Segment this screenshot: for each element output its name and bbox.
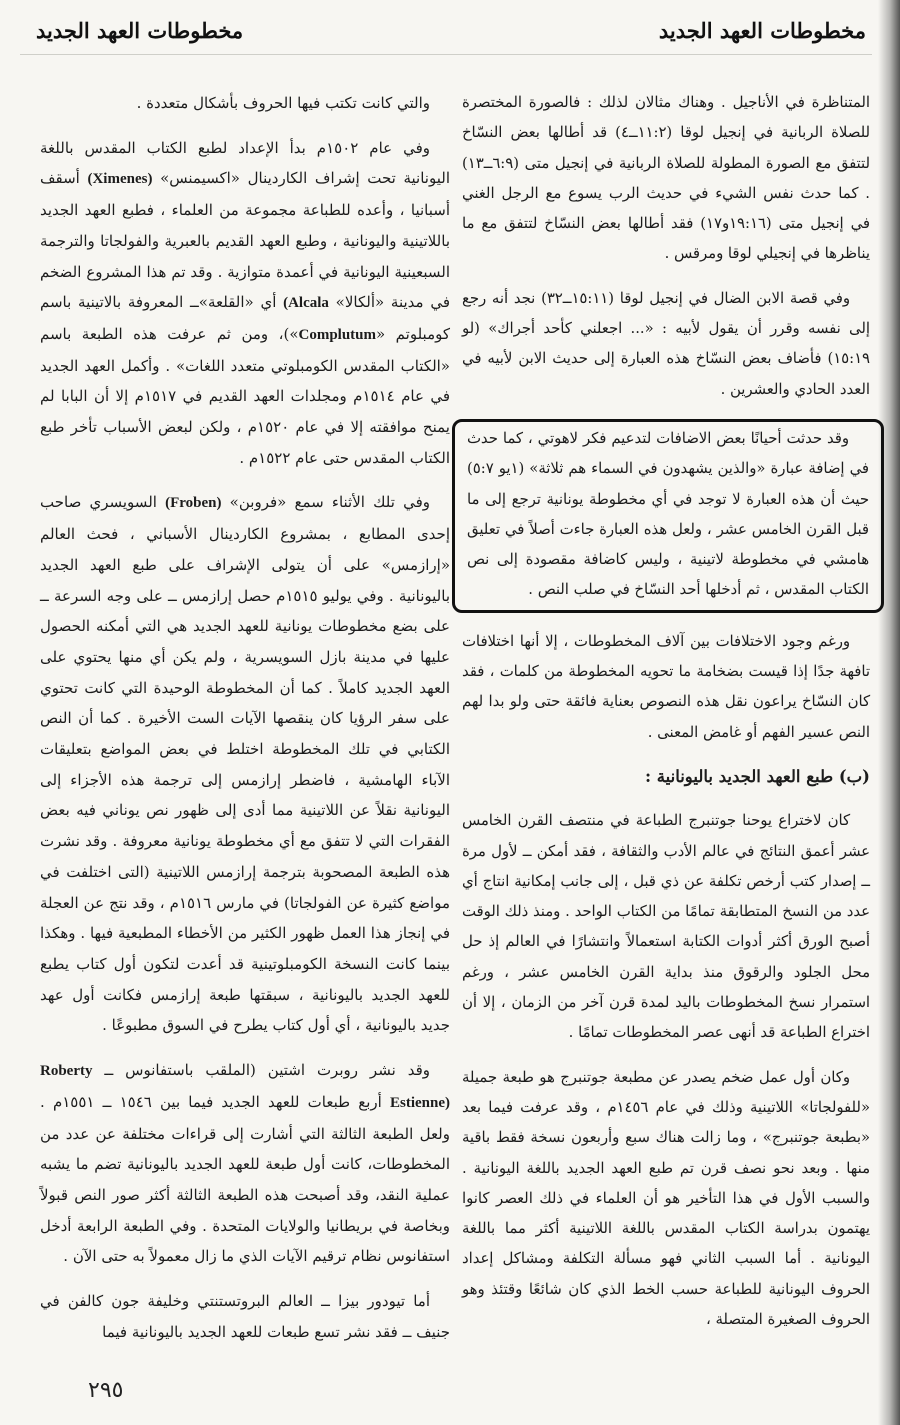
paragraph: والتي كانت تكتب فيها الحروف بأشكال متعددة . — [136, 94, 430, 112]
highlight-box — [452, 419, 884, 613]
latin-term: (Ximenes) — [87, 171, 153, 188]
text-run: أسقف أسبانيا ، وأعده للطباعة مجموعة من العلماء ، فطبع العهد الجديد باللاتينية واليونانية ، وطبع العهد القديم بالعبرية والفولجاتا والترجمة السبعينية اليونانية في أعمدة متوازية . وقد تم هذا المشروع الضخم في مدينة «ألكالا» — [40, 169, 450, 312]
right-column — [462, 88, 870, 1349]
latin-term: Roberty Estienne) — [40, 1063, 450, 1111]
latin-term: Complutum — [298, 326, 377, 343]
text-run: أي «القلعة»ــ المعروفة بالاتينية باسم كومبلوتم « — [40, 293, 450, 343]
text-run: السويسري صاحب إحدى المطابع ، بمشروع الكاردينال الأسباني ، فحث العالم «إرازمس» على أن يتولى الإشراف على طبع العهد الجديد باليونانية . وفي يوليو ١٥١٥م حصل إرازمس ــ على وجه السرعة ــ على بضع مخطوطات يونانية للعهد الجديد هي التي أمكنه الحصول عليها في مدينة بازل السويسرية ، ولم يكن أي منها يحتوي على العهد الجديد كاملاً . كما أن المخطوطة الوحيدة التي كانت تحتوي على سفر الرؤيا كان ينقصها الآيات الست الأخيرة . كما أن النص الكتابي في تلك المخطوطة اختلط في بعض المواضع بتعليقات الآباء الهامشية ، فاضطر إرازمس إلى ترجمة هذه الأجزاء إلى اليونانية نقلاً عن اللاتينية مما أدى إلى ظهور نص يوناني فيه بعض الفقرات التي لا تتفق مع أي مخطوطة يونانية معروفة . وقد نشرت هذه الطبعة المصحوبة بترجمة إرازمس اللاتينية (التى اختلفت في مواضع كثيرة عن الفولجاتا) في مارس ١٥١٦م ، وقد نتج عن العجلة في إنجاز هذا العمل ظهور الكثير من الأخطاء المطبعية فيها . وهكذا بينما كانت النسخة الكومبلوتينية قد أعدت لتكون أول كتاب يطبع للعهد الجديد باليونانية ، سبقتها طبعة إرازمس فكانت أول عهد جديد باليونانية ، أي أول كتاب يطرح في السوق مطبوعًا . — [40, 493, 450, 1035]
left-column — [40, 88, 450, 1361]
header-rule — [20, 54, 872, 55]
running-head-right: مخطوطات العهد الجديد — [658, 18, 866, 43]
paragraph: وفي قصة الابن الضال في إنجيل لوقا (١٥:١١ــ٣٢) نجد أنه رجع إلى نفسه وقرر أن يقول لأبيه : «... اجعلني كأحد أجراك» (لو ١٥:١٩) فأضاف بعض النسّاخ هذه العبارة إلى حديث الابن لأبيه في العدد الحادي والعشرين . — [462, 289, 870, 398]
text-run: وفي عام ١٥٠٢م بدأ الإعداد لطبع الكتاب المقدس باللغة اليونانية تحت إشراف الكاردينال «اكسيمنس» — [40, 138, 450, 188]
paragraph: كان لاختراع يوحنا جوتنبرج الطباعة في منتصف القرن الخامس عشر أعمق النتائج في عالم الأدب والثقافة ، فقد أمكن ــ لأول مرة ــ إصدار كتب أرخص تكلفة عن ذي قبل ، إلى جانب إمكانية انتاج أي عدد من النسخ المتطابقة تمامًا من الكتاب الواحد . ومنذ ذلك الوقت أصبح الورق أكثر أدوات الكتابة استعمالاً وانتشارًا في العالم إذ حل محل الجلود والرقوق منذ بداية القرن الخامس عشر ، ورغم استمرار نسخ المخطوطات باليد لمدة قرن آخر من الزمان ، إلا أن اختراع الطباعة قد أنهى عصر المخطوطات تمامًا . — [462, 812, 870, 1042]
section-heading: (ب) طبع العهد الجديد باليونانية : — [644, 766, 870, 786]
paragraph: المتناظرة في الأناجيل . وهناك مثالان لذلك : فالصورة المختصرة للصلاة الربانية في إنجيل لوقا (١١:٢ــ٤) قد أطالها بعض النسّاخ لتتفق مع الصورة المطولة للصلاة الربانية في إنجيل متى (٦:٩ــ١٣) . كما حدث نفس الشيء في حديث الرب يسوع مع الرجل الغني في إنجيل متى (١٩:١٦و١٧) فقد أطالها بعض النسّاخ لتتفق مع ما يناظرها في إنجيلي لوقا ومرقس . — [462, 94, 870, 263]
paragraph — [40, 1055, 450, 1272]
text-run: وقد نشر روبرت اشتين (الملقب باستفانوس ــ — [92, 1061, 430, 1080]
paragraph: أما تيودور بيزا ــ العالم البروتستنتي وخليفة جون كالفن في جنيف ــ فقد نشر تسع طبعات للعهد الجديد باليونانية فيما — [40, 1292, 450, 1341]
paragraph — [40, 133, 450, 474]
latin-term: (Alcala — [283, 295, 329, 312]
latin-term: (Froben) — [165, 495, 222, 512]
page-number: ٢٩٥ — [88, 1378, 124, 1403]
running-head-left: مخطوطات العهد الجديد — [36, 18, 244, 43]
paragraph: ورغم وجود الاختلافات بين آلاف المخطوطات ، إلا أنها اختلافات تافهة جدًا إذا قيست بضخامة ما تحويه المخطوطة من كلمات ، فقد كان النسّاخ يراعون نقل هذه النصوص بعناية فائقة حتى ولو بدا لهم النص عسير الفهم أو غامض المعنى . — [462, 632, 870, 741]
paragraph: وكان أول عمل ضخم يصدر عن مطبعة جوتنبرج هو طبعة جميلة «للفولجاتا» اللاتينية وذلك في عام ١٤٥٦م ، وقد عرفت فيما بعد «بطبعة جوتنبرج» ، وما زالت هناك سبع وأربعون نسخة فقط باقية منها . وبعد نحو نصف قرن تم طبع العهد الجديد باللغة اليونانية . والسبب الأول في هذا التأخير هو أن العلماء في ذلك العصر كانوا يهتمون بدراسة الكتاب المقدس باللغة اللاتينية أكثر مما باللغة اليونانية . أما السبب الثاني فهو مسألة التكلفة ومشاكل إعداد الحروف اليونانية للطباعة حسب الخط الذي كان شائعًا وقتئذ وهو الحروف الصغيرة المتصلة ، — [462, 1068, 870, 1328]
page-binding-shadow — [878, 0, 900, 1425]
paragraph — [40, 487, 450, 1041]
text-run: أربع طبعات للعهد الجديد فيما بين ١٥٤٦ ــ ١٥٥١م . ولعل الطبعة الثالثة التي أشارت إلى قراءات مختلفة عن عدد من المخطوطات، كانت أول طبعة للعهد الجديد باليونانية تضم ما يشبه عملية النقد، وقد أصبحت هذه الطبعة الثالثة أكثر صور النص قبولاً وبخاصة في بريطانيا والولايات المتحدة . وفي الطبعة الرابعة أدخل استفانوس نظام ترقيم الآيات الذي ما زال معمولاً به حتى الآن . — [40, 1092, 450, 1266]
text-run: »)، ومن ثم عرفت هذه الطبعة باسم «الكتاب المقدس الكومبلوتي متعدد اللغات» . وأكمل العهد الجديد في عام ١٥١٤م ومجلدات العهد القديم في ١٥١٧م إلا أن البابا لم يمنح موافقته إلا في عام ١٥٢٠م ، ولكن لبعض الأسباب تأخر طبع الكتاب المقدس حتى عام ١٥٢٢م . — [40, 324, 450, 467]
text-run: وفي تلك الأثناء سمع «فروبن» — [221, 493, 430, 512]
boxed-paragraph: وقد حدثت أحيانًا بعض الاضافات لتدعيم فكر لاهوتي ، كما حدث في إضافة عبارة «والذين يشهدون في السماء هم ثلاثة» (١يو ٥:٧) حيث أن هذه العبارة لا توجد في أي مخطوطة يونانية ترجع إلى ما قبل القرن الخامس عشر ، ولعل هذه العبارة جاءت أصلاً في تعليق هامشي في مخطوطة لاتينية ، وليس كاضافة مقصودة إلى نص الكتاب المقدس ، ثم أدخلها أحد النسّاخ في صلب النص . — [467, 429, 869, 599]
